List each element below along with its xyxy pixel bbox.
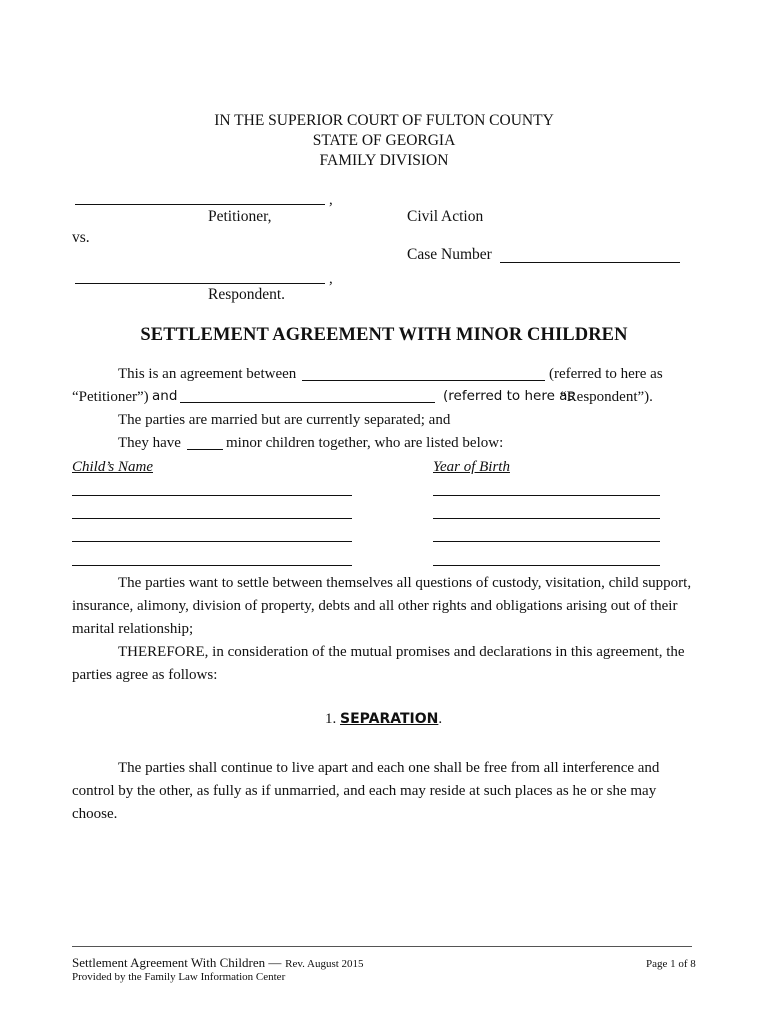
intro-line1-start: This is an agreement between (118, 366, 297, 382)
footer-divider (72, 946, 692, 947)
petitioner-comma: , (329, 192, 333, 208)
petitioner-agreement-blank[interactable] (302, 380, 545, 381)
section1-period: . (438, 711, 443, 727)
footer-doc-title: Settlement Agreement With Children — (72, 955, 282, 970)
year-of-birth-header: Year of Birth (433, 459, 510, 475)
footer-title-line (72, 955, 364, 972)
child-name-blank-4[interactable] (72, 565, 352, 566)
settle-paragraph-line3: marital relationship; (72, 621, 194, 637)
children-line-start: They have (118, 435, 181, 451)
case-number-blank[interactable] (500, 262, 680, 263)
division-line: FAMILY DIVISION (319, 152, 449, 169)
petitioner-label: Petitioner, (208, 208, 272, 225)
child-name-blank-2[interactable] (72, 518, 352, 519)
therefore-line1: THEREFORE, in consideration of the mutual promises and declarations in this agreement, the (118, 644, 685, 660)
intro-line2-end: “Respondent”). (560, 389, 653, 405)
child-name-blank-1[interactable] (72, 495, 352, 496)
married-line: The parties are married but are currently separated; and (118, 412, 451, 428)
court-name-line: IN THE SUPERIOR COURT OF FULTON COUNTY (214, 112, 554, 129)
children-line-end: minor children together, who are listed below: (226, 435, 504, 451)
section1-heading (325, 711, 442, 728)
section1-line1: The parties shall continue to live apart and each one shall be free from all interference and (118, 760, 660, 776)
case-number-label: Case Number (407, 246, 492, 263)
state-line: STATE OF GEORGIA (312, 132, 456, 149)
intro-line2-mid: (referred to here as (443, 388, 575, 404)
civil-action-label: Civil Action (407, 208, 484, 225)
vs-label: vs. (72, 229, 90, 246)
number-of-children-blank[interactable] (187, 449, 223, 450)
settle-paragraph-line2: insurance, alimony, division of property, debts and all other rights and obligations arising out of their (72, 598, 678, 614)
section1-line2: control by the other, as fully as if unmarried, and each may reside at such places as he or she may (72, 783, 657, 799)
section1-label: SEPARATION (340, 711, 439, 727)
respondent-agreement-blank[interactable] (180, 402, 435, 403)
child-year-blank-3[interactable] (433, 541, 660, 542)
document-title: SETTLEMENT AGREEMENT WITH MINOR CHILDREN (140, 325, 628, 345)
footer-provider: Provided by the Family Law Information Center (72, 971, 286, 983)
respondent-comma: , (329, 271, 333, 287)
section1-number: 1. (325, 711, 337, 727)
respondent-name-blank[interactable] (75, 283, 325, 284)
child-year-blank-2[interactable] (433, 518, 660, 519)
intro-line2-and: and (152, 388, 178, 404)
intro-line1-end: (referred to here as (549, 366, 663, 382)
childs-name-header: Child’s Name (72, 459, 153, 475)
settle-paragraph-line1: The parties want to settle between themselves all questions of custody, visitation, child support, (118, 575, 692, 591)
child-year-blank-1[interactable] (433, 495, 660, 496)
petitioner-name-blank[interactable] (75, 204, 325, 205)
footer-page-number: Page 1 of 8 (646, 958, 696, 970)
footer-revision: Rev. August 2015 (285, 958, 364, 970)
therefore-line2: parties agree as follows: (72, 667, 218, 683)
child-year-blank-4[interactable] (433, 565, 660, 566)
section1-line3: choose. (72, 806, 118, 822)
child-name-blank-3[interactable] (72, 541, 352, 542)
respondent-label: Respondent. (208, 286, 286, 303)
intro-line2-start: “Petitioner”) (72, 389, 149, 405)
